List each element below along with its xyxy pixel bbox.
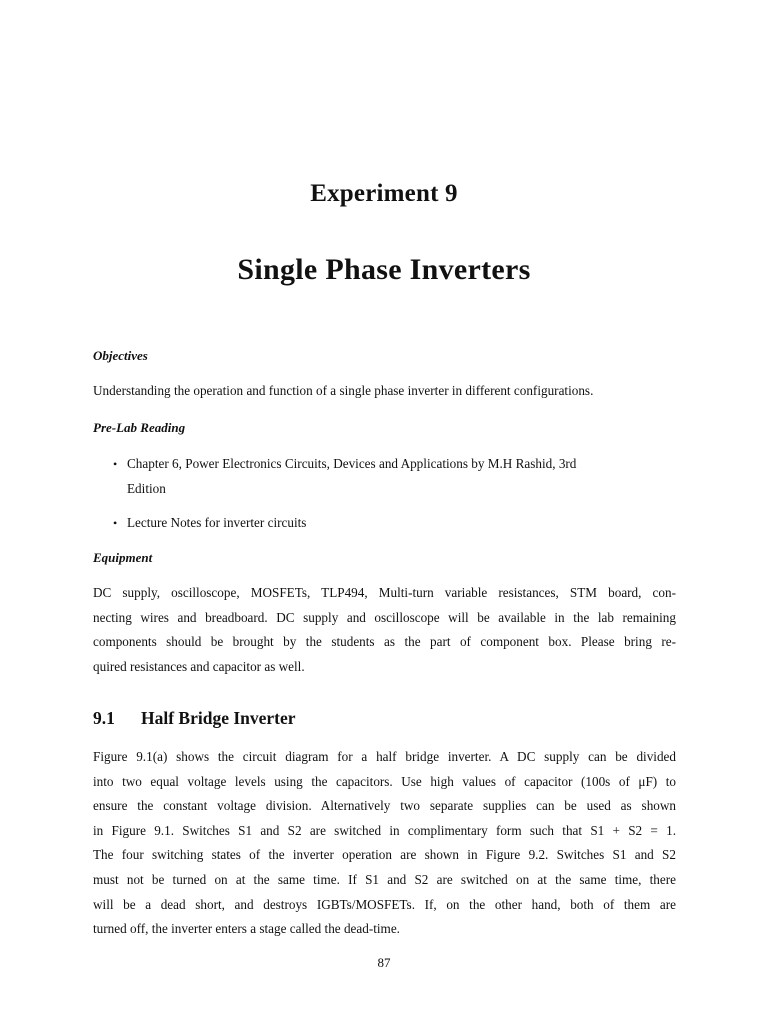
- list-item-line: Lecture Notes for inverter circuits: [127, 515, 307, 531]
- bullet-icon: •: [113, 457, 118, 471]
- page-number: 87: [377, 955, 391, 970]
- paragraph-line: ensure the constant voltage division. Alternatively two separate supplies can be used as shown: [93, 798, 676, 814]
- bullet-icon: •: [113, 516, 118, 531]
- list-item: [113, 452, 673, 501]
- paragraph-line: into two equal voltage levels using the capacitors. Use high values of capacitor (100s of μF) to: [93, 773, 676, 789]
- paragraph-line: quired resistances and capacitor as well.: [93, 658, 305, 674]
- paragraph-line: in Figure 9.1. Switches S1 and S2 are switched in complimentary form such that S1 + S2 = 1.: [93, 822, 676, 838]
- prelab-heading: Pre-Lab Reading: [93, 420, 186, 435]
- section-text: [93, 745, 676, 942]
- section-number: 9.1: [93, 708, 115, 728]
- objectives-text: [93, 379, 676, 404]
- paragraph-line: turned off, the inverter enters a stage called the dead-time.: [93, 921, 400, 937]
- paragraph-line: must not be turned on at the same time. If S1 and S2 are switched on at the same time, there: [93, 871, 676, 887]
- paragraph-line: DC supply, oscilloscope, MOSFETs, TLP494, Multi-turn variable resistances, STM board, con-: [93, 585, 676, 600]
- paragraph-line: Figure 9.1(a) shows the circuit diagram for a half bridge inverter. A DC supply can be divided: [93, 749, 676, 764]
- experiment-label: Experiment 9: [310, 180, 458, 207]
- list-item-line: Edition: [127, 480, 166, 496]
- chapter-title: Single Phase Inverters: [237, 253, 531, 286]
- paragraph-line: will be a dead short, and destroys IGBTs/MOSFETs. If, on the other hand, both of them are: [93, 896, 676, 912]
- list-item-line: Chapter 6, Power Electronics Circuits, Devices and Applications by M.H Rashid, 3rd: [127, 456, 577, 471]
- objectives-heading: Objectives: [93, 348, 148, 363]
- section-heading: [93, 708, 296, 729]
- section-title: Half Bridge Inverter: [141, 708, 296, 728]
- paragraph-line: The four switching states of the inverter operation are shown in Figure 9.2. Switches S1 and S2: [93, 847, 676, 863]
- equipment-heading: Equipment: [93, 550, 153, 565]
- prelab-list: [113, 452, 673, 536]
- objectives-line: Understanding the operation and function of a single phase inverter in different configurations.: [93, 383, 594, 398]
- paragraph-line: necting wires and breadboard. DC supply and oscilloscope will be available in the lab remaining: [93, 609, 676, 625]
- equipment-text: [93, 581, 676, 679]
- list-item: [113, 511, 673, 536]
- paragraph-line: components should be brought by the students as the part of component box. Please bring re-: [93, 634, 676, 650]
